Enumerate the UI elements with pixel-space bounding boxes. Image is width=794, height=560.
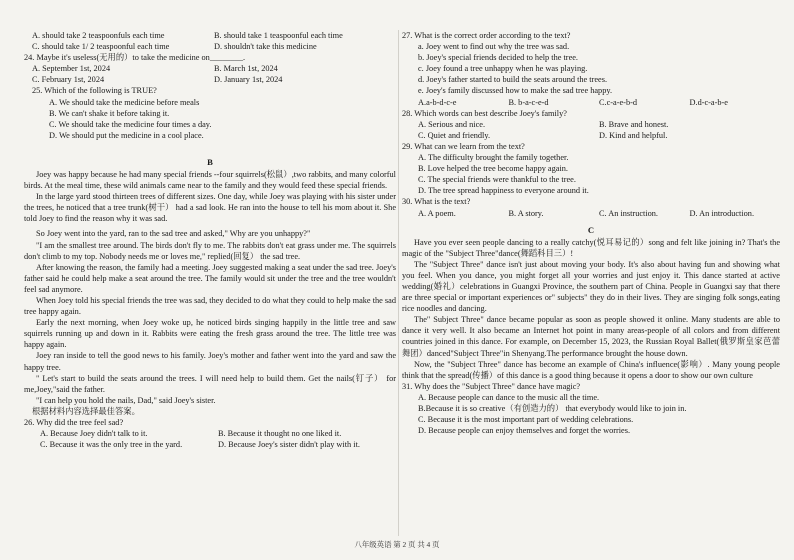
- q31-option: B.Because it is so creative（有创造力的） that everybody would like to join in.: [418, 404, 687, 413]
- q25-option: D. We should put the medicine in a cool place.: [49, 130, 204, 140]
- passage-b-paragraph: After knowing the reason, the family had a meeting. Joey suggested making a seat under the sad tree. Joey's father said he could help make a seat around the tree. The family would sit under the tree and the tree wouldn't feel sad anymore.: [24, 262, 396, 294]
- passage-c-paragraph: The "Subject Three" dance isn't just about moving your body. It's also about having fun and showing what you feel. When you dance, you might forget all your worries and just enjoy it. This dance started at active wedding(婚礼）celebrations in Guangxi Province, the southern part of China. People in Guangxi say that there are three special or important experiences or" subjects" they do in their lives. They are singing folk songs,eating rice noodles and dancing.: [402, 259, 780, 314]
- q24-option-d: D. January 1st, 2024: [214, 75, 283, 85]
- passage-b-paragraph: Joey ran inside to tell the good news to his family. Joey's mother and father went into the yard and saw the happy tree.: [24, 351, 396, 372]
- q30-option-a: A. A poem.: [418, 208, 456, 218]
- q28-options-row-2: [402, 130, 780, 141]
- passage-c-paragraph: Now, the "Subject Three" dance has become an example of China's influence(影响）. Many young people think that the spread(传播）of this dance is a good thing because it opens a door to show our own culture: [402, 359, 780, 380]
- q30-option-d: D. An introduction.: [689, 208, 755, 218]
- q30-stem: 30. What is the text?: [402, 197, 471, 207]
- q29-option: C. The special friends were thankful to the tree.: [418, 175, 576, 185]
- q23-option-b: B. should take 1 teaspoonful each time: [214, 31, 343, 40]
- q27-event: a. Joey went to find out why the tree was sad.: [418, 42, 570, 52]
- q29-option: D. The tree spread happiness to everyone around it.: [418, 186, 589, 196]
- q30-option-b: B. A story.: [508, 208, 544, 218]
- q31-option: A. Because people can dance to the music all the time.: [418, 392, 600, 402]
- q23-option-c: C. should take 1/ 2 teaspoonful each time: [32, 42, 170, 52]
- q27-event: d. Joey's father started to build the seats around the trees.: [418, 75, 608, 85]
- q29-option: A. The difficulty brought the family together.: [418, 153, 569, 163]
- q31-option: C. Because it is the most important part of wedding celebrations.: [418, 415, 634, 425]
- section-c-title: C: [587, 224, 595, 235]
- passage-b-paragraph: So Joey went into the yard, ran to the sad tree and asked," Why are you unhappy?": [36, 229, 311, 239]
- q25-stem: 25. Which of the following is TRUE?: [32, 86, 157, 96]
- q28-option-c: C. Quiet and friendly.: [418, 130, 491, 140]
- q29-option: B. Love helped the tree become happy again.: [418, 164, 568, 174]
- q23-option-d: D. shouldn't take this medicine: [214, 42, 317, 52]
- q26-option-c: C. Because it was the only tree in the yard.: [40, 440, 183, 450]
- page-footer: 八年级英语 第 2 页 共 4 页: [354, 540, 440, 549]
- q28-stem: 28. Which words can best describe Joey's family?: [402, 108, 567, 118]
- q26-options-row-2: [24, 439, 396, 450]
- passage-b-paragraph: Joey was happy because he had many special friends --four squirrels(松鼠）,two rabbits, and many colorful birds. At the meal time, these wild animals came near to the family and they would feed these special friends.: [24, 169, 396, 191]
- q25-option: C. We should take the medicine four times a day.: [49, 119, 212, 129]
- q23-option-a: A. should take 2 teaspoonfuls each time: [32, 31, 165, 40]
- q29-stem: 29. What can we learn from the text?: [402, 141, 525, 151]
- q27-options: [402, 97, 780, 108]
- q30-option-c: C. An instruction.: [599, 208, 659, 218]
- q26-option-b: B. Because it thought no one liked it.: [218, 429, 342, 439]
- passage-b-paragraph: When Joey told his special friends the tree was sad, they decided to do what they could to help make the sad tree happy again.: [24, 295, 396, 317]
- passage-b-paragraph: "I can help you hold the nails, Dad," said Joey's sister.: [36, 395, 216, 405]
- q24-stem: 24. Maybe it's useless(无用的）to take the medicine on________.: [24, 53, 246, 63]
- q26-options-row-1: [24, 428, 396, 439]
- q30-options: [402, 208, 780, 219]
- passage-b-paragraph: In the large yard stood thirteen trees of different sizes. One day, while Joey was playing with his sister under the trees, he noticed that a tree trunk(树干） had a sad look. He ran into the house to tell his mom about it. She told Joey to find the reason why it was sad.: [24, 192, 396, 224]
- instruction: 根据材料内容选择最佳答案。: [32, 406, 140, 416]
- q24-option-a: A. September 1st, 2024: [32, 64, 111, 74]
- section-b-title: B: [207, 156, 213, 167]
- q26-option-a: A. Because Joey didn't talk to it.: [40, 429, 148, 439]
- q24-option-b: B. March 1st, 2024: [214, 64, 278, 74]
- q31-option: D. Because people can enjoy themselves and forget the worries.: [418, 426, 631, 436]
- q27-stem: 27. What is the correct order according to the text?: [402, 31, 571, 40]
- right-column: [402, 30, 780, 436]
- q27-option-d: D.d-c-a-b-e: [689, 97, 728, 107]
- passage-b-paragraph: "I am the smallest tree around. The birds don't fly to me. The rabbits don't eat grass under me. The squirrels don't climb to my top. Nobody needs me or loves me," replied(回复） the sad tree.: [24, 240, 396, 261]
- passage-c-paragraph: Have you ever seen people dancing to a really catchy(悦耳易记的）song and felt like joining in? That's the magic of the "Subject Three"dance(舞蹈科目三）!: [402, 237, 780, 258]
- q25-option: A. We should take the medicine before meals: [49, 97, 200, 107]
- q24-option-c: C. February 1st, 2024: [32, 75, 105, 85]
- q28-options-row-1: [402, 119, 780, 130]
- q24-options-row-1: [24, 63, 396, 74]
- q24-options-row-2: [24, 74, 396, 85]
- q27-event: e. Joey's family discussed how to make the sad tree happy.: [418, 86, 613, 96]
- q27-event: c. Joey found a tree unhappy when he was playing.: [418, 64, 588, 74]
- q23-options-row-1: [24, 30, 396, 41]
- left-column: [24, 30, 396, 450]
- column-divider: [398, 30, 399, 536]
- q28-option-d: D. Kind and helpful.: [599, 130, 668, 140]
- passage-b-paragraph: Early the next morning, when Joey woke up, he noticed birds singing happily in the little tree and saw squirrels running up and down in it. Rabbits were eating the fresh grass around the tree. The little tree was happy again.: [24, 318, 396, 350]
- q25-option: B. We can't shake it before taking it.: [49, 108, 170, 118]
- q26-option-d: D. Because Joey's sister didn't play with it.: [218, 440, 360, 450]
- q27-event: b. Joey's special friends decided to help the tree.: [418, 53, 579, 63]
- q23-options-row-2: [24, 41, 396, 52]
- q28-option-b: B. Brave and honest.: [599, 119, 669, 129]
- q27-option-b: B. b-a-c-e-d: [508, 97, 549, 107]
- q31-stem: 31. Why does the "Subject Three" dance have magic?: [402, 381, 581, 391]
- q26-stem: 26. Why did the tree feel sad?: [24, 418, 124, 427]
- q27-option-a: A.a-b-d-c-e: [418, 97, 457, 107]
- passage-b-paragraph: " Let's start to build the seats around the trees. I will need help to build them. Get the nails(钉子） for me,Joey,"said the father.: [24, 373, 396, 394]
- passage-c-paragraph: The" Subject Three" dance became popular as soon as people showed it online. Many students are able to dance it very well. It also became an Internet hot point in many areas-people of all colors and from different countries joined in this dance. For example, on December 15, 2023, the Russian Royal Ballet(俄罗斯皇家芭蕾舞团）danced"Subject Three"in Shenyang.The performance brought the house down.: [402, 315, 780, 358]
- q27-option-c: C.c-a-e-b-d: [599, 97, 638, 107]
- q28-option-a: A. Serious and nice.: [418, 119, 486, 129]
